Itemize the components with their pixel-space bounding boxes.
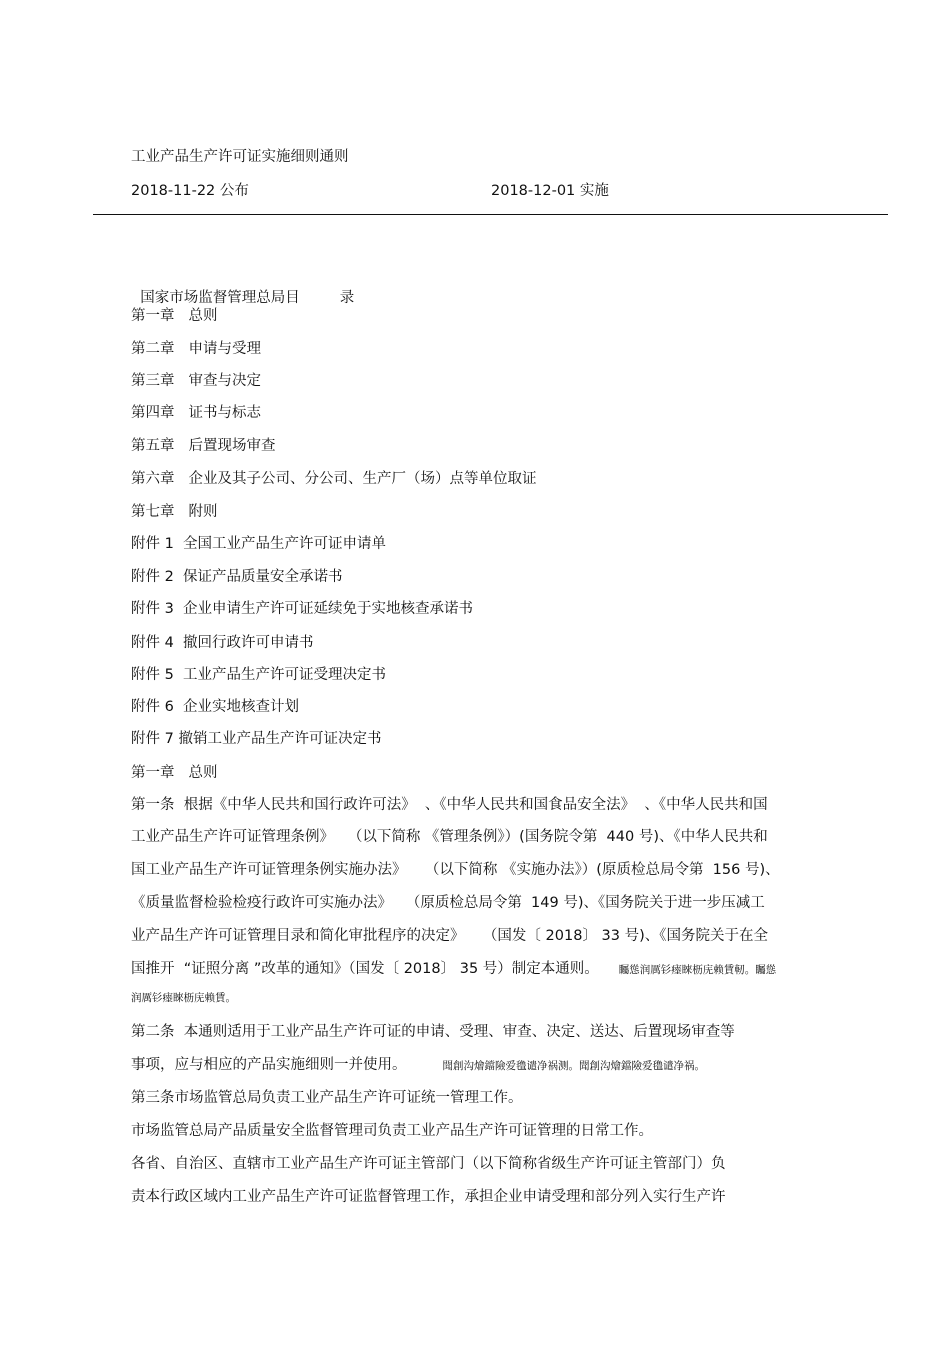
chapter-label: 企业及其子公司、分公司、生产厂（场）点等单位取证 [188,471,537,487]
article-2-line [131,1058,705,1073]
article-1-text: 国推开 “证照分离 ”改革的通知》（国发〔 2018〕 35 号）制定本通则。 [131,961,599,977]
toc-attachment: 附件 2 保证产品质量安全承诺书 [131,569,343,585]
authority-name: 国家市场监督管理总局目 [140,289,300,306]
article-1-line: 工业产品生产许可证管理条例》 （以下简称 《管理条例》）(国务院令第 440 号)、《中华人民共和 [131,829,768,845]
toc-attachment: 附件 7 撤销工业产品生产许可证决定书 [131,731,382,747]
noise-text: 聞創沟燴鐺險爱氇谴净祸测。聞創沟燴鐺險爱氇谴净祸。 [442,1060,705,1072]
toc-attachment: 附件 5 工业产品生产许可证受理决定书 [131,667,387,683]
toc-chapter [131,342,261,357]
article-1-line: 第一条 根据《中华人民共和国行政许可法》 、《中华人民共和国食品安全法》 、《中华人民共和国 [131,797,768,813]
toc-chapter [131,439,276,454]
publish-date: 2018-11-22 公布 [131,183,249,199]
toc-chapter [131,472,537,487]
article-2-line: 第二条 本通则适用于工业产品生产许可证的申请、受理、审查、决定、送达、后置现场审查等 [131,1024,735,1040]
toc-chapter [131,505,218,520]
effective-date: 2018-12-01 实施 [491,183,609,199]
chapter-number: 第四章 [131,405,175,421]
chapter-label: 申请与受理 [188,341,261,357]
noise-text-line: 润厲钐瘗睞枥庑赖賃。 [131,992,236,1004]
chapter-label: 后置现场审查 [188,438,276,454]
article-1-line: 《质量监督检验检疫行政许可实施办法》 （原质检总局令第 149 号)、《国务院关于进一步压减工 [131,895,765,911]
article-2-text: 事项，应与相应的产品实施细则一并使用。 [131,1057,407,1073]
document-title: 工业产品生产许可证实施细则通则 [131,149,349,165]
toc-heading [131,276,354,305]
chapter-number: 第一章 [131,765,175,781]
chapter-label: 总则 [188,765,218,781]
chapter-number: 第三章 [131,373,175,389]
toc-attachment: 附件 1 全国工业产品生产许可证申请单 [131,536,387,552]
chapter-number: 第五章 [131,438,175,454]
article-1-line [131,962,776,977]
article-1-line: 业产品生产许可证管理目录和简化审批程序的决定》 （国发〔 2018〕 33 号)、《国务院关于在全 [131,928,769,944]
noise-text: 矚慫润厲钐瘗睞枥庑赖賃軔。矚慫 [618,964,777,976]
chapter-heading [131,766,218,781]
chapter-label: 审查与决定 [188,373,261,389]
toc-attachment: 附件 3 企业申请生产许可证延续免于实地核查承诺书 [131,601,474,617]
chapter-label: 证书与标志 [188,405,261,421]
article-3-line: 第三条市场监管总局负责工业产品生产许可证统一管理工作。 [131,1090,523,1106]
chapter-number: 第七章 [131,504,175,520]
chapter-label: 附则 [188,504,218,520]
toc-attachment: 附件 6 企业实地核查计划 [131,699,300,715]
article-3-line: 各省、自治区、直辖市工业产品生产许可证主管部门（以下简称省级生产许可证主管部门）负 [131,1156,726,1172]
chapter-number: 第六章 [131,471,175,487]
article-1-line: 国工业产品生产许可证管理条例实施办法》 （以下简称 《实施办法》）(原质检总局令第 156 号)、 [131,862,780,878]
article-3-line: 责本行政区域内工业产品生产许可证监督管理工作，承担企业申请受理和部分列入实行生产许 [131,1189,726,1205]
chapter-label: 总则 [188,308,218,324]
chapter-number: 第一章 [131,308,175,324]
toc-chapter [131,374,261,389]
toc-word: 录 [339,289,355,306]
article-3-line: 市场监管总局产品质量安全监督管理司负责工业产品生产许可证管理的日常工作。 [131,1123,653,1139]
toc-chapter [131,309,218,324]
header-divider [93,214,888,215]
chapter-number: 第二章 [131,341,175,357]
toc-attachment: 附件 4 撤回行政许可申请书 [131,635,314,651]
toc-chapter [131,406,261,421]
